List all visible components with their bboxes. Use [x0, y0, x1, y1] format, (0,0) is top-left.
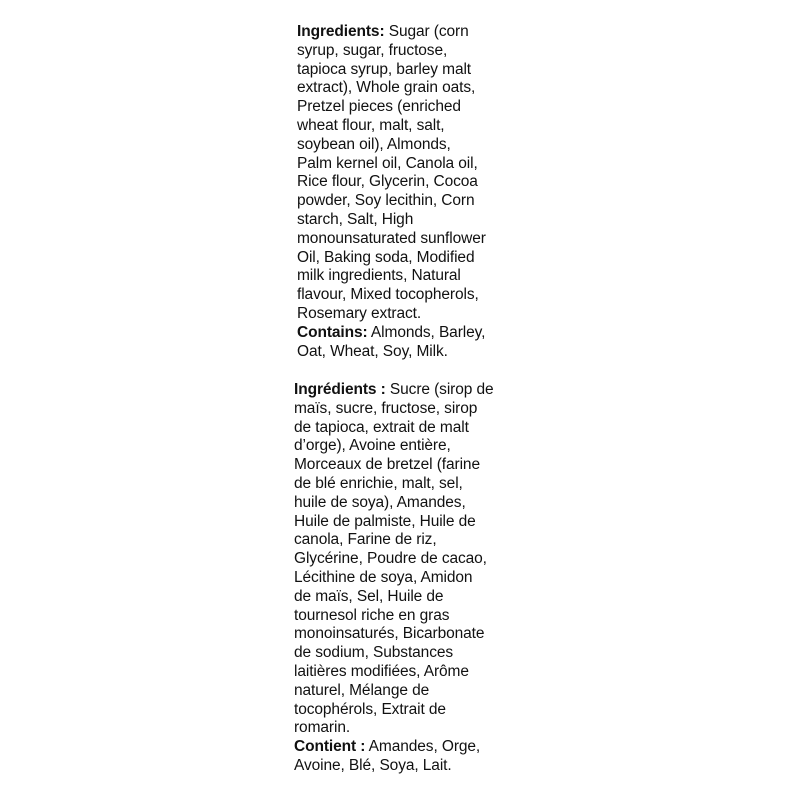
ingredient-text-line: Sugar (corn	[384, 23, 469, 40]
ingredient-text-line: romarin.	[294, 719, 351, 737]
contains-label: Contains:	[297, 323, 368, 341]
ingredients-label: Ingrédients :	[294, 381, 386, 398]
ingredient-text-line: monoinsaturés, Bicarbonate	[294, 625, 485, 643]
contains-text-line: Almonds, Barley,	[367, 323, 486, 341]
ingredient-text-line: wheat flour, malt, salt,	[297, 116, 445, 134]
ingredient-text-line: milk ingredients, Natural	[297, 267, 461, 285]
ingredients-first-line	[294, 381, 494, 400]
ingredient-text-line: huile de soya), Amandes,	[294, 493, 466, 511]
ingredient-text-line: naturel, Mélange de	[294, 681, 430, 699]
ingredient-text-line: laitières modifiées, Arôme	[294, 662, 469, 680]
ingredient-text-line: Rice flour, Glycerin, Cocoa	[297, 173, 478, 191]
ingredient-text-line: Glycérine, Poudre de cacao,	[294, 550, 487, 568]
ingredient-text-line: de tapioca, extrait de malt	[294, 418, 469, 436]
contains-label: Contient :	[294, 738, 366, 756]
ingredient-text-line: powder, Soy lecithin, Corn	[297, 192, 475, 210]
ingredient-text-line: Oil, Baking soda, Modified	[297, 248, 475, 266]
ingredient-text-line: Sucre (sirop de	[385, 381, 494, 398]
ingredient-text-line: de blé enrichie, malt, sel,	[294, 474, 463, 492]
ingredient-text-line: monounsaturated sunflower	[297, 229, 486, 247]
french-ingredients-block	[294, 381, 494, 776]
ingredient-text-line: Palm kernel oil, Canola oil,	[297, 154, 478, 172]
ingredient-text-line: flavour, Mixed tocopherols,	[297, 286, 479, 304]
ingredient-text-line: tapioca syrup, barley malt	[297, 60, 472, 78]
contains-text-line: Avoine, Blé, Soya, Lait.	[294, 756, 452, 774]
ingredient-text-line: Lécithine de soya, Amidon	[294, 568, 473, 586]
ingredient-text-line: d’orge), Avoine entière,	[294, 437, 451, 455]
ingredient-text-line: canola, Farine de riz,	[294, 531, 437, 549]
ingredient-text-line: Pretzel pieces (enriched	[297, 98, 461, 116]
ingredient-text-line: Rosemary extract.	[297, 304, 422, 322]
english-ingredients-block	[297, 23, 486, 361]
contains-first-line	[297, 324, 486, 343]
ingredient-text-line: de maïs, Sel, Huile de	[294, 587, 444, 605]
ingredient-text-line: syrup, sugar, fructose,	[297, 41, 448, 59]
contains-text-line: Oat, Wheat, Soy, Milk.	[297, 342, 448, 360]
ingredients-label: Ingredients:	[297, 23, 385, 40]
ingredient-text-line: soybean oil), Almonds,	[297, 135, 451, 153]
ingredient-text-line: Morceaux de bretzel (farine	[294, 456, 480, 474]
ingredient-text-line: de sodium, Substances	[294, 644, 454, 662]
ingredient-text-line: maïs, sucre, fructose, sirop	[294, 399, 478, 417]
contains-first-line	[294, 738, 494, 757]
contains-text-line: Amandes, Orge,	[365, 738, 481, 756]
ingredient-text-line: extract), Whole grain oats,	[297, 79, 476, 97]
ingredient-text-line: tocophérols, Extrait de	[294, 700, 446, 718]
ingredient-text-line: starch, Salt, High	[297, 210, 414, 228]
ingredient-text-line: Huile de palmiste, Huile de	[294, 512, 476, 530]
ingredients-first-line	[297, 23, 486, 42]
ingredient-text-line: tournesol riche en gras	[294, 606, 450, 624]
